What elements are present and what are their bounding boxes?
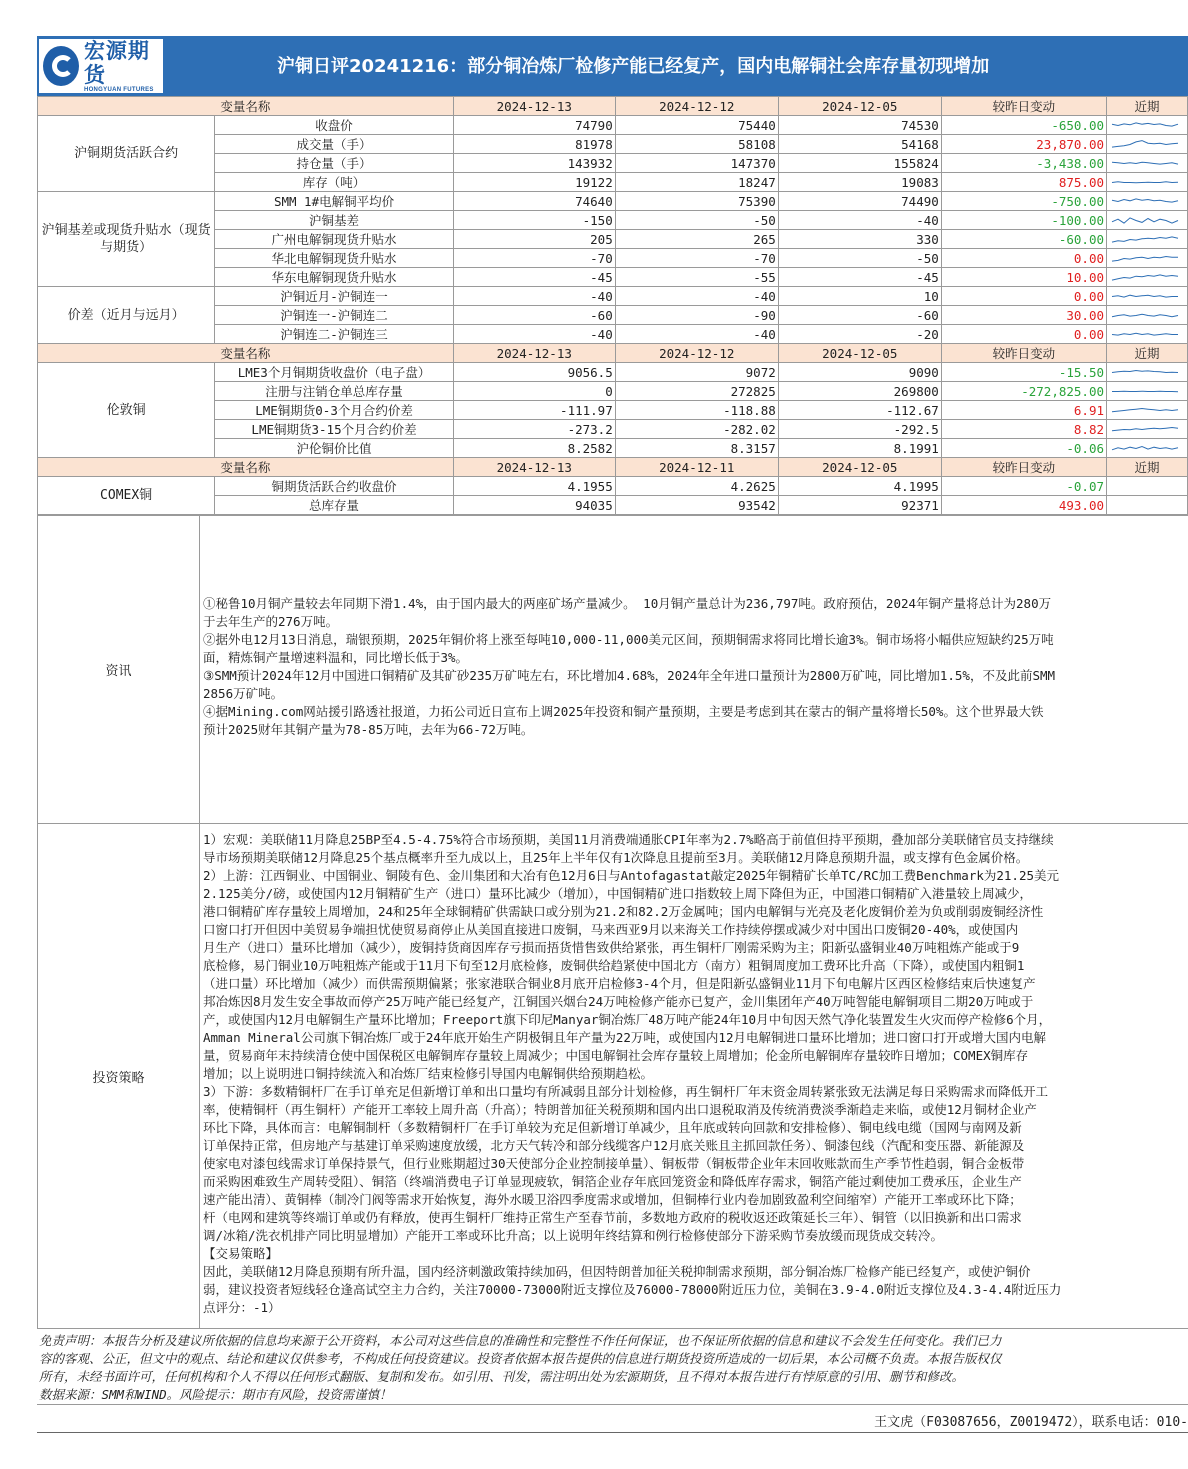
daily-change: 0.00 (941, 325, 1106, 344)
column-header-chg: 较昨日变动 (941, 97, 1106, 116)
table-row (38, 363, 1188, 382)
strategy-line: 月生产（进口）量环比增加（减少），废铜持货商因库存亏损而捂货惜售致供给紧张，再生铜杆厂刚需采购为主；阳新弘盛铜业40万吨粗炼产能或于9 (203, 940, 1020, 955)
trend-cell (1107, 325, 1188, 344)
strategy-line: 而采购困难致生产周转受阻）、铜箔（终端消费电子订单显现疲软，铜箔企业存年底回笼资金和降低库存需求，铜箔产能过剩使加工费承压，企业生产 (203, 1174, 1022, 1189)
value-date1: -45 (453, 268, 615, 287)
value-date2: 147370 (615, 154, 778, 173)
trend-sparkline (1109, 364, 1181, 381)
value-date2: 93542 (615, 496, 778, 515)
daily-change: -650.00 (941, 116, 1106, 135)
column-header-d3: 2024-12-05 (778, 458, 941, 477)
trend-sparkline (1109, 136, 1181, 153)
strategy-line: 邦冶炼因8月发生安全事故而停产25万吨产能已经复产，江铜国兴烟台24万吨检修产能亦已复产，金川集团年产40万吨智能电解铜项目二期20万吨或于 (203, 994, 1034, 1009)
sparkline-path (1112, 427, 1178, 430)
trend-cell (1107, 401, 1188, 420)
column-header-name: 变量名称 (38, 97, 454, 116)
trend-sparkline (1109, 326, 1181, 343)
group-label: 价差（近月与远月） (38, 287, 215, 344)
variable-name: 注册与注销仓单总库存量 (215, 382, 454, 401)
variable-name: SMM 1#电解铜平均价 (215, 192, 454, 211)
value-date3: -60 (778, 306, 941, 325)
company-logo (39, 39, 163, 93)
daily-change: 493.00 (941, 496, 1106, 515)
trend-sparkline (1109, 174, 1181, 191)
value-date2: -118.88 (615, 401, 778, 420)
daily-change: -0.07 (941, 477, 1106, 496)
trend-cell (1107, 249, 1188, 268)
daily-change: 875.00 (941, 173, 1106, 192)
strategy-line: 弱，建议投资者短线轻仓逢高试空主力合约，关注70000-73000附近支撑位及76000-78000附近压力位，美铜在3.9-4.0附近支撑位及4.3-4.4附近压力 (203, 1282, 1062, 1297)
column-header-d1: 2024-12-13 (453, 458, 615, 477)
variable-name: 华北电解铜现货升贴水 (215, 249, 454, 268)
value-date1: -273.2 (453, 420, 615, 439)
strategy-line: 杆（电网和建筑等终端订单或仍有释放，使再生铜杆厂维持正常生产至春节前，多数地方政府的税收返还政策延长三年）、铜管（以旧换新和出口需求 (203, 1210, 1022, 1225)
variable-name: 沪铜基差 (215, 211, 454, 230)
value-date1: 143932 (453, 154, 615, 173)
strategy-line: 导市场预期美联储12月降息25个基点概率升至九成以上，且25年上半年仅有1次降息且提前至3月。美联储12月降息预期升温，或支撑有色金属价格。 (203, 850, 1029, 865)
trend-sparkline (1109, 402, 1181, 419)
variable-name: 华东电解铜现货升贴水 (215, 268, 454, 287)
trend-cell (1107, 363, 1188, 382)
value-date3: -45 (778, 268, 941, 287)
sparkline-path (1112, 217, 1178, 222)
sparkline-path (1112, 236, 1178, 241)
variable-name: 铜期货活跃合约收盘价 (215, 477, 454, 496)
value-date1: -70 (453, 249, 615, 268)
trend-sparkline (1109, 497, 1181, 514)
value-date2: -70 (615, 249, 778, 268)
value-date2: 75390 (615, 192, 778, 211)
sparkline-path (1112, 370, 1178, 372)
logo-mark-icon (43, 46, 79, 86)
column-header-chg: 较昨日变动 (941, 344, 1106, 363)
text-sections-table (37, 515, 1188, 1329)
strategy-line: 口窗口打开但因中美贸易争端担忧使贸易商停止从美国直接进口废铜，马来西亚9月以来海关工作持续停摆或减少对中国出口废铜20-40%，或使国内 (203, 922, 1019, 937)
trend-sparkline (1109, 117, 1181, 134)
trend-sparkline (1109, 155, 1181, 172)
value-date2: -90 (615, 306, 778, 325)
sparkline-path (1112, 274, 1178, 279)
trend-sparkline (1109, 383, 1181, 400)
value-date1: 8.2582 (453, 439, 615, 458)
strategy-line: 3）下游：多数精铜杆厂在手订单充足但新增订单和出口量均有所减弱且部分计划检修，再生铜杆厂年末资金周转紧张致无法满足每日采购需求而降低开工 (203, 1084, 1049, 1099)
variable-name: 成交量（手） (215, 135, 454, 154)
daily-change: -750.00 (941, 192, 1106, 211)
report-title: 沪铜日评20241216：部分铜冶炼厂检修产能已经复产，国内电解铜社会库存量初现增加 (277, 56, 990, 77)
trend-sparkline (1109, 421, 1181, 438)
variable-name: LME铜期货3-15个月合约价差 (215, 420, 454, 439)
column-header-trend: 近期 (1107, 344, 1188, 363)
report-header (37, 36, 1188, 96)
group-label: COMEX铜 (38, 477, 215, 515)
disclaimer-line: 所有，未经书面许可，任何机构和个人不得以任何形式翻版、复制和发布。如引用、刊发，需注明出处为宏源期货，且不得对本报告进行有悖原意的引用、删节和修改。 (39, 1369, 965, 1384)
value-date3: -292.5 (778, 420, 941, 439)
sparkline-path (1112, 446, 1178, 449)
value-date2: 4.2625 (615, 477, 778, 496)
value-date1: -60 (453, 306, 615, 325)
section-header-row (38, 97, 1188, 116)
strategy-line: 因此，美联储12月降息预期有所升温，国内经济刺激政策持续加码，但因特朗普加征关税抑制需求预期，部分铜冶炼厂检修产能已经复产，或使沪铜价 (203, 1264, 1031, 1279)
trend-cell (1107, 306, 1188, 325)
value-date3: 9090 (778, 363, 941, 382)
value-date3: 10 (778, 287, 941, 306)
value-date3: 54168 (778, 135, 941, 154)
sparkline-path (1112, 122, 1178, 125)
trend-cell (1107, 135, 1188, 154)
strategy-label: 投资策略 (38, 824, 200, 1329)
variable-name: 收盘价 (215, 116, 454, 135)
value-date1: 0 (453, 382, 615, 401)
value-date1: 81978 (453, 135, 615, 154)
value-date2: 75440 (615, 116, 778, 135)
trend-cell (1107, 420, 1188, 439)
value-date2: 18247 (615, 173, 778, 192)
news-line: 2856万矿吨。 (203, 686, 284, 701)
strategy-line: 速产能出清）、黄铜棒（制冷门阀等需求开始恢复，海外水暖卫浴四季度需求或增加，但铜棒行业内卷加剧致盈利空间缩窄）产能开工率或环比下降； (203, 1192, 1022, 1207)
trend-sparkline (1109, 231, 1181, 248)
news-content (200, 516, 1188, 824)
value-date1: -150 (453, 211, 615, 230)
sparkline-path (1112, 198, 1178, 201)
strategy-line: 量，贸易商年末持续清仓使中国保税区电解铜库存量较上周减少；中国电解铜社会库存量较上周增加；伦金所电解铜库存量较昨日增加；COMEX铜库存 (203, 1048, 1029, 1063)
trend-cell (1107, 154, 1188, 173)
sparkline-path (1112, 181, 1178, 182)
trend-sparkline (1109, 478, 1181, 495)
value-date1: 19122 (453, 173, 615, 192)
trend-sparkline (1109, 193, 1181, 210)
news-line: ④据Mining.com网站援引路透社报道，力拓公司近日宣布上调2025年投资和铜产量预期，主要是考虑到其在蒙古的铜产量将增长50%。这个世界最大铁 (203, 704, 1044, 719)
daily-change: -60.00 (941, 230, 1106, 249)
group-label: 伦敦铜 (38, 363, 215, 458)
trend-sparkline (1109, 440, 1181, 457)
disclaimer-line: 数据来源：SMM和WIND。风险提示：期市有风险，投资需谨慎！ (39, 1387, 392, 1402)
variable-name: 沪铜连一-沪铜连二 (215, 306, 454, 325)
sparkline-path (1112, 408, 1178, 411)
strategy-line: 率，使精铜杆（再生铜杆）产能开工率较上周升高（升高）；特朗普加征关税预期和国内出口退税取消及传统消费淡季渐趋走来临，或使12月铜材企业产 (203, 1102, 1037, 1117)
value-date3: 155824 (778, 154, 941, 173)
value-date1: -40 (453, 287, 615, 306)
strategy-line: 2）上游：江西铜业、中国铜业、铜陵有色、金川集团和大冶有色12月6日与Antofagastat敲定2025年铜精矿长单TC/RC加工费Benchmark为21.25美元 (203, 868, 1060, 883)
value-date1: 205 (453, 230, 615, 249)
value-date3: 4.1995 (778, 477, 941, 496)
trend-sparkline (1109, 269, 1181, 286)
sparkline-path (1112, 314, 1178, 317)
variable-name: 总库存量 (215, 496, 454, 515)
variable-name: 广州电解铜现货升贴水 (215, 230, 454, 249)
variable-name: 沪伦铜价比值 (215, 439, 454, 458)
strategy-line: 港口铜精矿库存量较上周增加，24和25年全球铜精矿供需缺口或分别为21.2和82.2万金属吨；国内电解铜与光亮及老化废铜价差为负或削弱废铜经济性 (203, 904, 1044, 919)
strategy-content (200, 824, 1188, 1329)
news-line: ①秘鲁10月铜产量较去年同期下滑1.4%，由于国内最大的两座矿场产量减少。 10月铜产量总计为236,797吨。政府预估，2024年铜产量将总计为280万 (203, 596, 1052, 611)
value-date3: 330 (778, 230, 941, 249)
group-label: 沪铜期货活跃合约 (38, 116, 215, 192)
sparkline-path (1112, 391, 1178, 392)
news-line: 面，精炼铜产量增速料温和，同比增长低于3%。 (203, 650, 469, 665)
trend-cell (1107, 382, 1188, 401)
value-date2: -40 (615, 287, 778, 306)
analyst-contact: 王文虎（F03087656，Z0019472），联系电话：010- (37, 1405, 1188, 1433)
strategy-line: 调/冰箱/洗衣机排产同比明显增加）产能开工率或环比升高；以上说明年终结算和例行检修使部分下游采购节奏放缓而现货成交转冷。 (203, 1228, 944, 1243)
column-header-d2: 2024-12-11 (615, 458, 778, 477)
news-line: ③SMM预计2024年12月中国进口铜精矿及其矿砂235万矿吨左右，环比增加4.68%，2024年全年进口量预计为2800万矿吨，同比增加1.5%，不及此前SMM (203, 668, 1056, 683)
column-header-d3: 2024-12-05 (778, 97, 941, 116)
value-date3: 8.1991 (778, 439, 941, 458)
group-label: 沪铜基差或现货升贴水（现货与期货） (38, 192, 215, 287)
variable-name: 库存（吨） (215, 173, 454, 192)
daily-change: 0.00 (941, 249, 1106, 268)
strategy-line: 订单保持正常，但房地产与基建订单采购速度放缓，北方天气转冷和部分线缆客户12月底关账且主抓回款任务）、铜漆包线（汽配和变压器、新能源及 (203, 1138, 1025, 1153)
variable-name: 沪铜近月-沪铜连一 (215, 287, 454, 306)
daily-change: -15.50 (941, 363, 1106, 382)
trend-cell (1107, 287, 1188, 306)
value-date2: -282.02 (615, 420, 778, 439)
strategy-line: 底检修，易门铜业10万吨粗炼产能或于11月下旬至12月底检修，废铜供给趋紧使中国北方（南方）粗铜周度加工费环比升高（下降），或使国内粗铜1 (203, 958, 1025, 973)
column-header-d1: 2024-12-13 (453, 344, 615, 363)
disclaimer-line: 容的客观、公正，但文中的观点、结论和建议仅供参考，不构成任何投资建议。投资者依据本报告提供的信息进行期货投资所造成的一切后果，本公司概不负责。本报告版权仅 (39, 1351, 1002, 1366)
value-date1: 4.1955 (453, 477, 615, 496)
value-date3: 74490 (778, 192, 941, 211)
disclaimer (37, 1329, 1188, 1405)
value-date2: 9072 (615, 363, 778, 382)
column-header-d2: 2024-12-12 (615, 97, 778, 116)
value-date2: 272825 (615, 382, 778, 401)
trend-cell (1107, 173, 1188, 192)
trend-cell (1107, 496, 1188, 515)
variable-name: 沪铜连二-沪铜连三 (215, 325, 454, 344)
value-date2: -40 (615, 325, 778, 344)
column-header-d1: 2024-12-13 (453, 97, 615, 116)
news-label: 资讯 (38, 516, 200, 824)
value-date3: -50 (778, 249, 941, 268)
sparkline-path (1112, 256, 1178, 261)
column-header-trend: 近期 (1107, 458, 1188, 477)
trend-cell (1107, 268, 1188, 287)
trend-cell (1107, 211, 1188, 230)
sparkline-path (1112, 333, 1178, 335)
daily-change: 10.00 (941, 268, 1106, 287)
daily-change: 23,870.00 (941, 135, 1106, 154)
strategy-line: 产，或使国内12月电解铜生产量环比增加；Freeport旗下印尼Manyar铜冶炼厂48万吨产能24年10月中旬因天然气净化装置发生火灾而停产检修6个月， (203, 1012, 1052, 1027)
news-line: 于去年生产的276万吨。 (203, 614, 339, 629)
table-row (38, 287, 1188, 306)
value-date3: 19083 (778, 173, 941, 192)
table-row (38, 116, 1188, 135)
daily-change: -100.00 (941, 211, 1106, 230)
sparkline-path (1112, 140, 1178, 147)
section-header-row (38, 344, 1188, 363)
column-header-d2: 2024-12-12 (615, 344, 778, 363)
trend-sparkline (1109, 212, 1181, 229)
value-date1: 94035 (453, 496, 615, 515)
value-date1: 74640 (453, 192, 615, 211)
trend-cell (1107, 439, 1188, 458)
value-date3: 269800 (778, 382, 941, 401)
table-row (38, 192, 1188, 211)
column-header-d3: 2024-12-05 (778, 344, 941, 363)
trend-sparkline (1109, 288, 1181, 305)
value-date2: -50 (615, 211, 778, 230)
daily-change: -3,438.00 (941, 154, 1106, 173)
strategy-line: Amman Mineral公司旗下铜冶炼厂或于24年底开始生产阴极铜且年产量为22万吨，或使国内12月电解铜进口量环比增加；进口窗口打开或增大国内电解 (203, 1030, 1046, 1045)
variable-name: LME铜期货0-3个月合约价差 (215, 401, 454, 420)
strategy-line: 2.125美分/磅，或使国内12月铜精矿生产（进口）量环比减少（增加），中国铜精矿进口指数较上周下降但为正，中国港口铜精矿入港量较上周减少， (203, 886, 1032, 901)
table-row (38, 477, 1188, 496)
value-date1: -111.97 (453, 401, 615, 420)
trend-cell (1107, 477, 1188, 496)
trend-cell (1107, 192, 1188, 211)
value-date2: 265 (615, 230, 778, 249)
value-date2: -55 (615, 268, 778, 287)
daily-change: 8.82 (941, 420, 1106, 439)
strategy-line: 点评分：-1） (203, 1300, 281, 1315)
column-header-trend: 近期 (1107, 97, 1188, 116)
variable-name: LME3个月铜期货收盘价（电子盘） (215, 363, 454, 382)
value-date3: 74530 (778, 116, 941, 135)
value-date1: -40 (453, 325, 615, 344)
trend-sparkline (1109, 307, 1181, 324)
trend-cell (1107, 116, 1188, 135)
section-header-row (38, 458, 1188, 477)
strategy-line: 增加；以上说明进口铜持续流入和冶炼厂结束检修引导国内电解铜供给预期趋松。 (203, 1066, 654, 1081)
daily-change: 6.91 (941, 401, 1106, 420)
trend-cell (1107, 230, 1188, 249)
trend-sparkline (1109, 250, 1181, 267)
logo-name-en: HONGYUAN FUTURES (83, 87, 154, 93)
market-data-table (37, 96, 1188, 515)
value-date1: 9056.5 (453, 363, 615, 382)
value-date3: 92371 (778, 496, 941, 515)
column-header-chg: 较昨日变动 (941, 458, 1106, 477)
sparkline-path (1112, 162, 1178, 164)
column-header-name: 变量名称 (38, 344, 454, 363)
strategy-line: （进口量）环比增加（减少）而供需预期偏紧；张家港联合铜业8月底开启检修3-4个月，但是阳新弘盛铜业11月下旬电解片区西区检修结束后快速复产 (203, 976, 1036, 991)
strategy-line: 使家电对漆包线需求订单保持景气，但行业账期超过30天使部分企业控制接单量）、铜板带（铜板带企业年末回收账款而生产季节性趋弱，铜合金板带 (203, 1156, 1025, 1171)
value-date2: 8.3157 (615, 439, 778, 458)
logo-name-cn: 宏源期货 (83, 39, 150, 87)
daily-change: 30.00 (941, 306, 1106, 325)
news-line: 预计2025财年其铜产量为78-85万吨，去年为66-72万吨。 (203, 722, 534, 737)
strategy-line: 环比下降，具体而言：电解铜制杆（多数精铜杆厂在手订单较为充足但新增订单减少，且年底或转向回款和安排检修）、铜电线电缆（国网与南网及新 (203, 1120, 1022, 1135)
value-date2: 58108 (615, 135, 778, 154)
value-date3: -40 (778, 211, 941, 230)
news-line: ②据外电12月13日消息，瑞银预期，2025年铜价将上涨至每吨10,000-11,000美元区间，预期铜需求将同比增长逾3%。铜市场将小幅供应短缺约25万吨 (203, 632, 1054, 647)
disclaimer-line: 免责声明：本报告分析及建议所依据的信息均来源于公开资料，本公司对这些信息的准确性和完整性不作任何保证，也不保证所依据的信息和建议不会发生任何变化。我们已力 (39, 1333, 1002, 1348)
value-date3: -112.67 (778, 401, 941, 420)
daily-change: -0.06 (941, 439, 1106, 458)
report-sheet (37, 36, 1188, 1433)
sparkline-path (1112, 295, 1178, 297)
value-date3: -20 (778, 325, 941, 344)
strategy-line: 1）宏观：美联储11月降息25BP至4.5-4.75%符合市场预期，美国11月消费端通胀CPI年率为2.7%略高于前值但持平预期，叠加部分美联储官员支持继续 (203, 832, 1054, 847)
variable-name: 持仓量（手） (215, 154, 454, 173)
strategy-line: 【交易策略】 (203, 1246, 279, 1261)
daily-change: 0.00 (941, 287, 1106, 306)
value-date1: 74790 (453, 116, 615, 135)
column-header-name: 变量名称 (38, 458, 454, 477)
daily-change: -272,825.00 (941, 382, 1106, 401)
